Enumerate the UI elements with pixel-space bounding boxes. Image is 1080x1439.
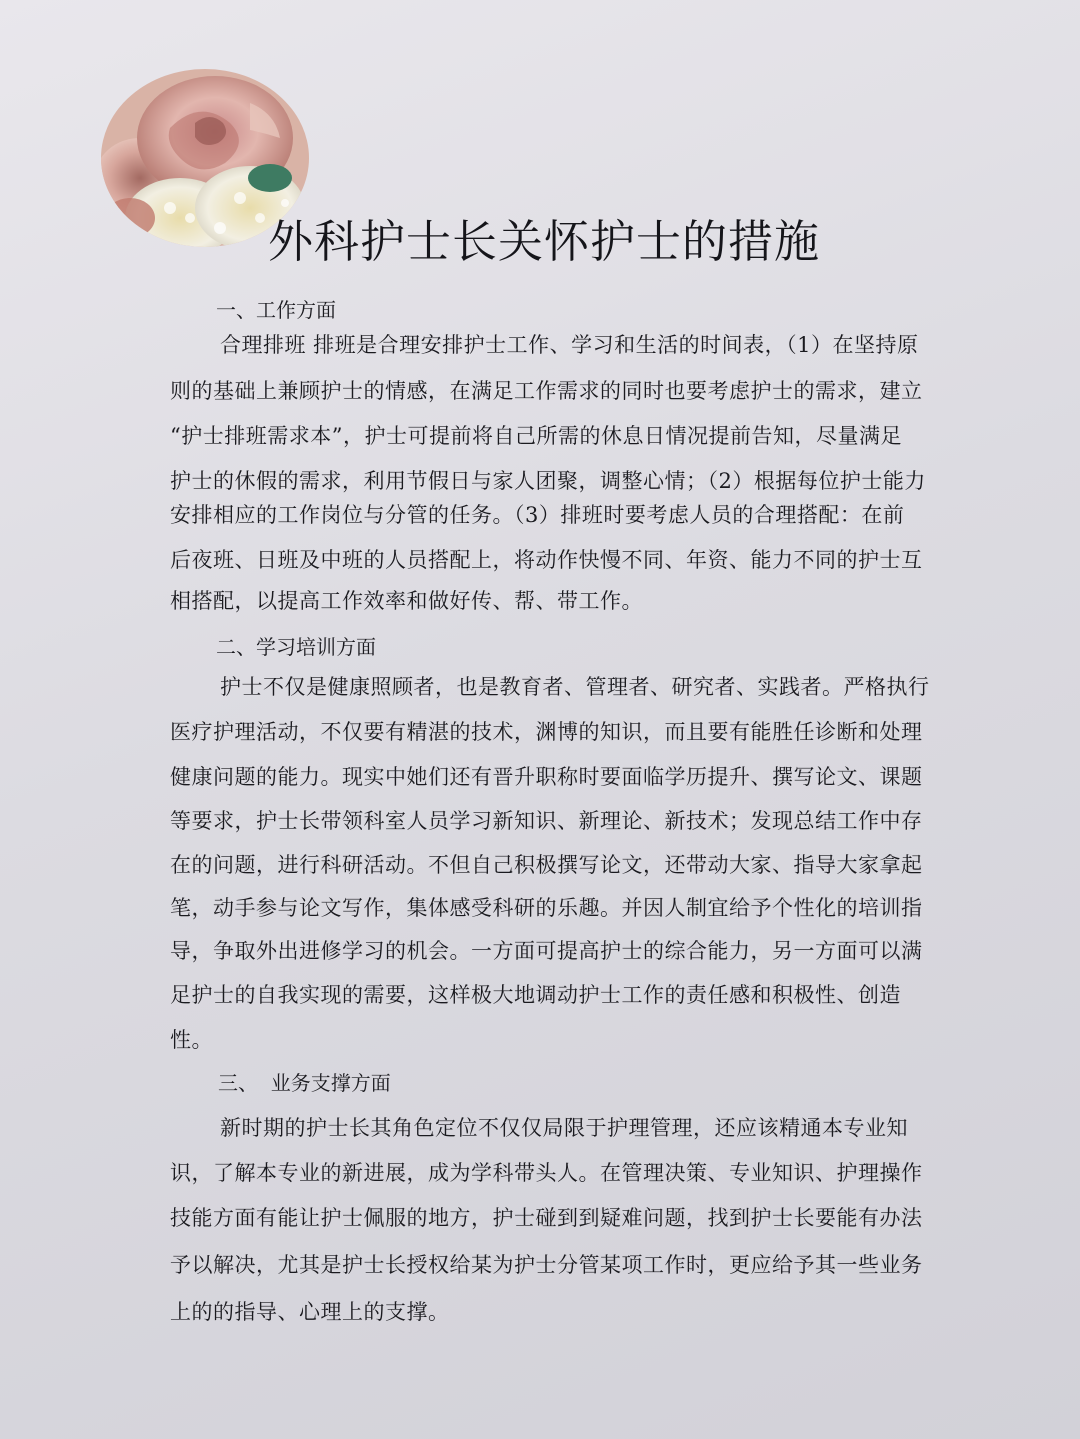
section-heading-training: 二、学习培训方面 — [216, 635, 376, 659]
paragraph-line: 导，争取外出进修学习的机会。一方面可提高护士的综合能力，另一方面可以满 — [170, 939, 923, 963]
paragraph-line: 护士不仅是健康照顾者，也是教育者、管理者、研究者、实践者。严格执行 — [220, 675, 930, 699]
paragraph-line: “护士排班需求本”，护士可提前将自己所需的休息日情况提前告知，尽量满足 — [170, 424, 902, 448]
paragraph-line: 在的问题，进行科研活动。不但自己积极撰写论文，还带动大家、指导大家拿起 — [170, 853, 923, 877]
paragraph-line: 后夜班、日班及中班的人员搭配上，将动作快慢不同、年资、能力不同的护士互 — [170, 548, 923, 572]
paragraph-line: 相搭配，以提高工作效率和做好传、帮、带工作。 — [170, 589, 643, 613]
paragraph-line: 等要求，护士长带领科室人员学习新知识、新理论、新技术；发现总结工作中存 — [170, 809, 923, 833]
paragraph-line: 则的基础上兼顾护士的情感，在满足工作需求的同时也要考虑护士的需求，建立 — [170, 379, 923, 403]
paragraph-line: 安排相应的工作岗位与分管的任务。（3）排班时要考虑人员的合理搭配：在前 — [170, 503, 905, 527]
paragraph-line: 合理排班 排班是合理安排护士工作、学习和生活的时间表，（1）在坚持原 — [220, 333, 919, 357]
document-title: 外科护士长关怀护士的措施 — [268, 215, 821, 268]
paragraph-line: 上的的指导、心理上的支撑。 — [170, 1300, 450, 1324]
paragraph-line: 笔，动手参与论文写作，集体感受科研的乐趣。并因人制宜给予个性化的培训指 — [170, 896, 923, 920]
paragraph-line: 护士的休假的需求，利用节假日与家人团聚，调整心情；（2）根据每位护士能力 — [170, 469, 926, 493]
paragraph-line: 性。 — [170, 1028, 213, 1052]
paragraph-line: 健康问题的能力。现实中她们还有晋升职称时要面临学历提升、撰写论文、课题 — [170, 765, 923, 789]
paragraph-line: 识，了解本专业的新进展，成为学科带头人。在管理决策、专业知识、护理操作 — [170, 1161, 923, 1185]
paragraph-line: 予以解决，尤其是护士长授权给某为护士分管某项工作时，更应给予其一些业务 — [170, 1253, 923, 1277]
paragraph-line: 新时期的护士长其角色定位不仅仅局限于护理管理，还应该精通本专业知 — [220, 1116, 908, 1140]
section-heading-business: 三、 业务支撑方面 — [218, 1071, 391, 1095]
paragraph-line: 医疗护理活动，不仅要有精湛的技术，渊博的知识，而且要有能胜任诊断和处理 — [170, 720, 923, 744]
paragraph-line: 足护士的自我实现的需要，这样极大地调动护士工作的责任感和积极性、创造 — [170, 983, 901, 1007]
section-heading-work: 一、工作方面 — [216, 298, 336, 322]
paragraph-line: 技能方面有能让护士佩服的地方，护士碰到到疑难问题，找到护士长要能有办法 — [170, 1206, 923, 1230]
